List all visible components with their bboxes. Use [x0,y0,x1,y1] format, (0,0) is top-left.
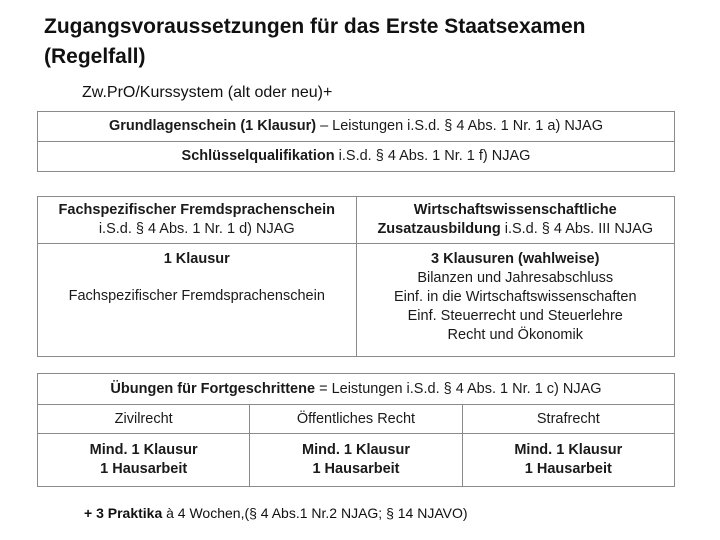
economics-head-detail: i.S.d. § 4 Abs. III NJAG [500,221,654,237]
economics-exam-count: 3 Klausuren (wahlweise) [431,251,600,267]
subtitle: Zw.PrO/Kurssystem (alt oder neu)+ [82,84,333,101]
table-row [38,434,675,487]
economics-body-cell [356,244,675,357]
economics-head-label-1: Wirtschaftswissenschaftliche [413,202,617,218]
language-head-cell [38,197,357,244]
list-item: Einf. in die Wirtschaftswissenschaften [393,289,637,305]
basic-requirements-table [37,111,675,172]
language-head-detail: i.S.d. § 4 Abs. 1 Nr. 1 d) NJAG [98,221,295,237]
requirement-line-1: Mind. 1 Klausur [514,442,623,458]
list-item: Bilanzen und Jahresabschluss [417,270,614,286]
schluesselqualifikation-cell [38,142,675,172]
schluesselqualifikation-detail: i.S.d. § 4 Abs. 1 Nr. 1 f) NJAG [334,148,531,164]
table-row [38,374,675,405]
list-item: Recht und Ökonomik [447,327,583,343]
footnote [84,503,468,523]
requirement-cell-strafrecht [462,434,674,487]
grundlagenschein-detail: – Leistungen i.S.d. § 4 Abs. 1 Nr. 1 a) NJAG [316,118,603,134]
list-item: Einf. Steuerrecht und Steuerlehre [407,308,623,324]
table-row [38,405,675,434]
requirement-line-1: Mind. 1 Klausur [89,442,198,458]
requirement-cell-oeffentliches-recht [250,434,462,487]
table-row [38,112,675,142]
language-head-label: Fachspezifischer Fremdsprachenschein [58,202,335,218]
page-title: Zugangsvoraussetzungen für das Erste Staatsexamen (Regelfall) [44,15,586,68]
advanced-exercises-head-cell [38,374,675,405]
language-economics-table [37,196,675,357]
table-row [38,142,675,172]
economics-head-label-2: Zusatzausbildung [377,221,501,237]
grundlagenschein-label: Grundlagenschein (1 Klausur) [108,118,317,134]
table-row [38,244,675,357]
column-header-oeffentliches-recht: Öffentliches Recht [250,405,462,434]
language-body-cell [38,244,357,357]
economics-head-cell [356,197,675,244]
language-exam-name: Fachspezifischer Fremdsprachenschein [68,288,325,304]
requirement-line-1: Mind. 1 Klausur [302,442,410,458]
grundlagenschein-cell [38,112,675,142]
language-exam-count: 1 Klausur [163,251,230,267]
table-row [38,197,675,244]
advanced-exercises-label: Übungen für Fortgeschrittene [110,380,316,397]
column-header-zivilrecht: Zivilrecht [38,405,250,434]
requirement-line-2: 1 Hausarbeit [100,461,188,477]
advanced-exercises-table [37,373,675,487]
requirement-line-2: 1 Hausarbeit [524,461,612,477]
footnote-label: + 3 Praktika [84,505,163,521]
column-header-strafrecht: Strafrecht [462,405,674,434]
requirement-cell-zivilrecht [38,434,250,487]
footnote-detail: à 4 Wochen,(§ 4 Abs.1 Nr.2 NJAG; § 14 NJAVO) [162,505,468,521]
requirement-line-2: 1 Hausarbeit [312,461,400,477]
schluesselqualifikation-label: Schlüsselqualifikation [181,148,335,164]
advanced-exercises-detail: = Leistungen i.S.d. § 4 Abs. 1 Nr. 1 c) NJAG [315,380,602,397]
